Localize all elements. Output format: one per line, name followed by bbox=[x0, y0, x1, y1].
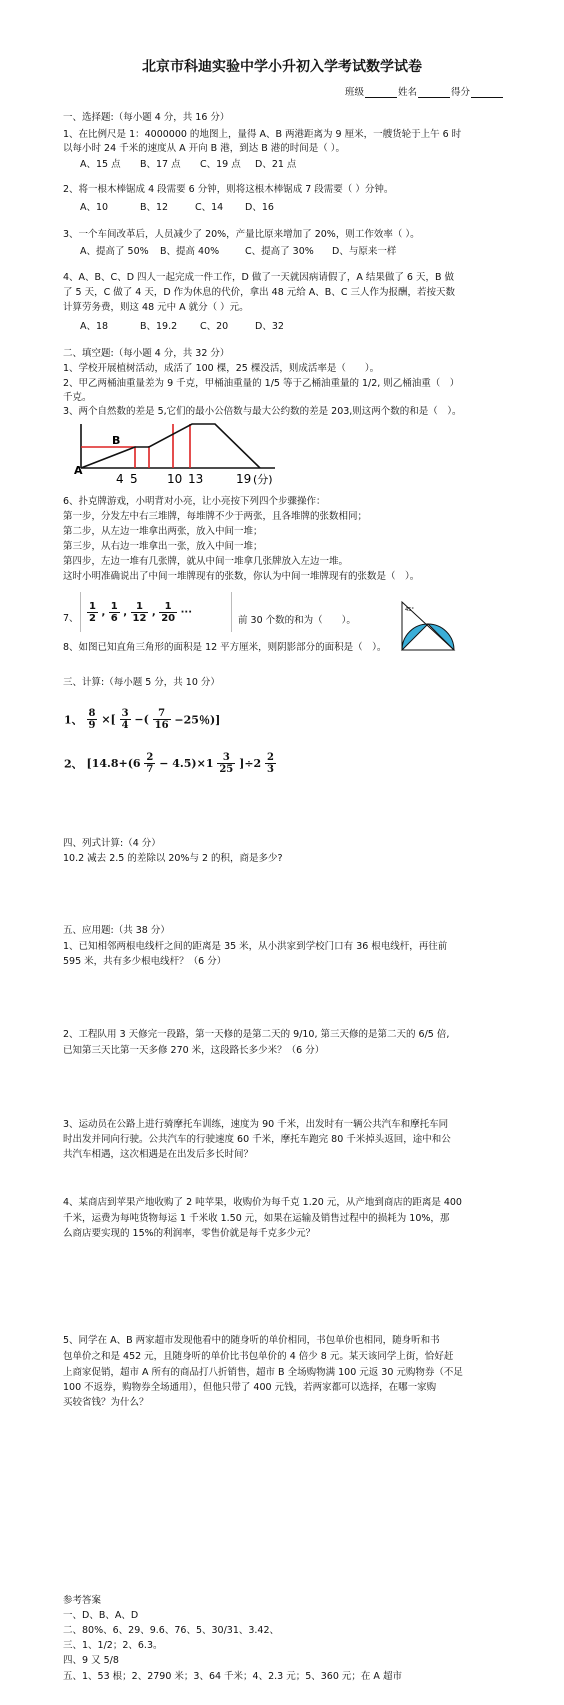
s1-q4-option-c: C、20 bbox=[200, 321, 229, 332]
s1-q4-option-d: D、32 bbox=[255, 321, 284, 332]
graph-label-10: 10 bbox=[167, 472, 183, 486]
s5-q3-line1: 3、运动员在公路上进行骑摩托车训练，速度为 90 千米，出发时有一辆公共汽车和摩托车同 bbox=[63, 1119, 449, 1130]
s5-q5-line5: 买较省钱？为什么？ bbox=[63, 1397, 149, 1408]
s2-q7-text: 前 30 个数的和为（ ）。 bbox=[238, 615, 356, 626]
graph-label-a: A bbox=[74, 464, 83, 477]
s2-q6-line2: 第一步，分发左中右三堆牌，每堆牌不少于两张，且各堆牌的张数相同； bbox=[63, 511, 368, 522]
s1-q1-line2: 以每小时 24 千米的速度从 A 开向 B 港，到达 B 港的时间是（ ）。 bbox=[63, 143, 346, 154]
section3-heading: 三、计算:（每小题 5 分，共 10 分） bbox=[63, 677, 220, 688]
s5-q1-line1: 1、已知相邻两根电线杆之间的距离是 35 米，从小洪家到学校门口有 36 根电线杆，再往前 bbox=[63, 941, 448, 952]
name-label: 姓名 bbox=[397, 87, 417, 98]
s2-q6-line3: 第二步，从左边一堆拿出两张，放入中间一堆； bbox=[63, 526, 263, 537]
seq-fraction-1: $\frac{1}{2}$ bbox=[89, 601, 96, 624]
s1-q3-option-a: A、提高了 50% bbox=[80, 246, 149, 257]
s5-q2-line1: 2、工程队用 3 天修完一段路，第一天修的是第二天的 9/10, 第三天修的是第二天的 6/5 倍, bbox=[63, 1029, 450, 1040]
s1-q2-option-c: C、14 bbox=[195, 202, 224, 213]
graph-label-b: B bbox=[112, 434, 121, 447]
graph-label-13: 13 bbox=[188, 472, 204, 486]
s5-q1-line2: 595 米，共有多少根电线杆？（6 分） bbox=[63, 956, 227, 967]
s2-q6-line5: 第四步，左边一堆有几张牌，就从中间一堆拿几张牌放入左边一堆。 bbox=[63, 556, 349, 567]
answers-heading: 参考答案 bbox=[63, 1595, 102, 1606]
s1-q4-option-b: B、19.2 bbox=[140, 321, 178, 332]
s2-q7-sequence-box: $\frac{1}{2}$ , $\frac{1}{6}$ , $\frac{1}{12}$ , $\frac{1}{20}$ ··· bbox=[80, 592, 232, 632]
s1-q3-option-b: B、提高 40% bbox=[160, 246, 220, 257]
s5-q5-line2: 包单价之和是 452 元，且随身听的单价比书包单价的 4 倍少 8 元。某天该同学上街，恰好赶 bbox=[63, 1351, 454, 1362]
answer-line-3: 三、1、1/2；2、6.3。 bbox=[63, 1640, 163, 1651]
name-blank[interactable] bbox=[418, 97, 450, 98]
score-blank[interactable] bbox=[471, 97, 503, 98]
s1-q1-option-b: B、17 点 bbox=[140, 159, 181, 170]
s1-q1-option-a: A、15 点 bbox=[80, 159, 121, 170]
s2-q6-line6: 这时小明准确说出了中间一堆牌现有的张数，你认为中间一堆牌现有的张数是（ ）。 bbox=[63, 571, 420, 582]
s1-q2-option-b: B、12 bbox=[140, 202, 169, 213]
seq-fraction-4: $\frac{1}{20}$ bbox=[161, 601, 176, 624]
score-label: 得分 bbox=[450, 87, 470, 98]
s1-q1-option-d: D、21 点 bbox=[255, 159, 297, 170]
section4-heading: 四、列式计算:（4 分） bbox=[63, 838, 161, 849]
s4-question: 10.2 减去 2.5 的差除以 20%与 2 的积，商是多少? bbox=[63, 853, 283, 864]
calc-expression-2: 2、 [14.8+(6 $\frac{2}{7}$ − 4.5)×1 $\frac{3}{25}$ ]÷2 $\frac{2}{3}$ bbox=[64, 752, 274, 775]
section2-heading: 二、填空题:（每小题 4 分，共 32 分） bbox=[63, 348, 230, 359]
graph-label-4: 4 bbox=[116, 472, 124, 486]
s1-q4-line1: 4、A、B、C、D 四人一起完成一件工作，D 做了一天就因病请假了，A 结果做了 6 天，B 做 bbox=[63, 272, 455, 283]
s1-q1-option-c: C、19 点 bbox=[200, 159, 241, 170]
s1-q1-line1: 1、在比例尺是 1：4000000 的地图上，量得 A、B 两港距离为 9 厘米，一艘货轮于上午 6 时 bbox=[63, 129, 462, 140]
s1-q2: 2、将一根木棒锯成 4 段需要 6 分钟，则将这根木棒锯成 7 段需要（ ）分钟。 bbox=[63, 184, 394, 195]
s1-q2-option-d: D、16 bbox=[245, 202, 274, 213]
s5-q2-line2: 已知第三天比第一天多修 270 米，这段路长多少米？（6 分） bbox=[63, 1045, 325, 1056]
s2-q8: 8、如图已知直角三角形的面积是 12 平方厘米，则阴影部分的面积是（ ）。 bbox=[63, 642, 387, 653]
q8-triangle-semicircle-figure bbox=[398, 598, 460, 656]
seq-ellipsis: ··· bbox=[180, 607, 193, 618]
answer-line-5: 五、1、53 根；2、2790 米；3、64 千米；4、2.3 元；5、360 元；在 A 超市 bbox=[63, 1671, 402, 1682]
section5-heading: 五、应用题:（共 38 分） bbox=[63, 925, 170, 936]
s1-q4-option-a: A、18 bbox=[80, 321, 109, 332]
graph-journey-line bbox=[81, 424, 260, 468]
graph-label-19: 19 bbox=[236, 472, 252, 486]
q8-angle-label: 45° bbox=[405, 607, 414, 613]
s5-q3-line2: 时出发并同向行驶。公共汽车的行驶速度 60 千米，摩托车跑完 80 千米掉头返回，途中和公 bbox=[63, 1134, 451, 1145]
graph-label-unit: (分) bbox=[253, 473, 273, 486]
s5-q4-line1: 4、某商店到苹果产地收购了 2 吨苹果，收购价为每千克 1.20 元，从产地到商店的距离是 400 bbox=[63, 1197, 462, 1208]
section1-heading: 一、选择题:（每小题 4 分，共 16 分） bbox=[63, 112, 230, 123]
s1-q4-line2: 了 5 天，C 做了 4 天，D 作为休息的代价，拿出 48 元给 A、B、C 三人作为报酬，若按天数 bbox=[63, 287, 455, 298]
student-info-line bbox=[345, 84, 504, 98]
class-label: 班级 bbox=[344, 87, 364, 98]
answer-line-4: 四、9 又 5/8 bbox=[63, 1655, 119, 1666]
s2-q2-line1: 2、甲乙两桶油重量差为 9 千克，甲桶油重量的 1/5 等于乙桶油重量的 1/2, 则乙桶油重（ ） bbox=[63, 378, 460, 389]
s5-q5-line3: 上商家促销，超市 A 所有的商品打八折销售，超市 B 全场购物满 100 元返 30 元购物券（不足 bbox=[63, 1367, 463, 1378]
s2-q7-number: 7、 bbox=[63, 613, 79, 624]
class-blank[interactable] bbox=[365, 97, 397, 98]
distance-time-graph bbox=[60, 420, 290, 488]
s2-q2-line2: 千克。 bbox=[63, 392, 92, 403]
calc-expression-1: 1、 $\frac{8}{9}$ ×[ $\frac{3}{4}$ −( $\frac{7}{16}$ −25％)] bbox=[64, 708, 221, 731]
graph-label-5: 5 bbox=[130, 472, 138, 486]
s5-q5-line4: 100 不返券，购物券全场通用），但他只带了 400 元钱，若两家都可以选择，在哪一家购 bbox=[63, 1382, 437, 1393]
page-title: 北京市科迪实验中学小升初入学考试数学试卷 bbox=[142, 59, 422, 75]
s2-q3: 3、两个自然数的差是 5,它们的最小公倍数与最大公约数的差是 203,则这两个数的和是（ ）。 bbox=[63, 406, 462, 417]
s5-q5-line1: 5、同学在 A、B 两家超市发现他看中的随身听的单价相同，书包单价也相同，随身听和书 bbox=[63, 1335, 440, 1346]
seq-fraction-2: $\frac{1}{6}$ bbox=[110, 601, 118, 624]
s1-q4-line3: 计算劳务费，则这 48 元中 A 就分（ ）元。 bbox=[63, 302, 249, 313]
s2-q6-line4: 第三步，从右边一堆拿出一张，放入中间一堆； bbox=[63, 541, 263, 552]
s5-q4-line3: 么商店要实现的 15%的利润率，零售价就是每千克多少元？ bbox=[63, 1228, 316, 1239]
s5-q4-line2: 千米，运费为每吨货物每运 1 千米收 1.50 元，如果在运输及销售过程中的损耗为 10%，那 bbox=[63, 1213, 450, 1224]
s2-q6-line1: 6、扑克牌游戏，小明背对小亮，让小亮按下列四个步骤操作： bbox=[63, 496, 326, 507]
seq-fraction-3: $\frac{1}{12}$ bbox=[132, 601, 147, 624]
s5-q3-line3: 共汽车相遇，这次相遇是在出发后多长时间？ bbox=[63, 1149, 254, 1160]
answer-line-2: 二、80%、6、29、9.6、76、5、30/31、3.42、 bbox=[63, 1625, 280, 1636]
answer-line-1: 一、D、B、A、D bbox=[63, 1610, 139, 1621]
s1-q3: 3、一个车间改革后，人员减少了 20%，产量比原来增加了 20%，则工作效率（ ）。 bbox=[63, 229, 420, 240]
s1-q3-option-d: D、与原来一样 bbox=[332, 246, 397, 257]
s2-q1: 1、学校开展植树活动，成活了 100 棵，25 棵没活，则成活率是（ ）。 bbox=[63, 363, 380, 374]
s1-q2-option-a: A、10 bbox=[80, 202, 109, 213]
s1-q3-option-c: C、提高了 30% bbox=[245, 246, 314, 257]
